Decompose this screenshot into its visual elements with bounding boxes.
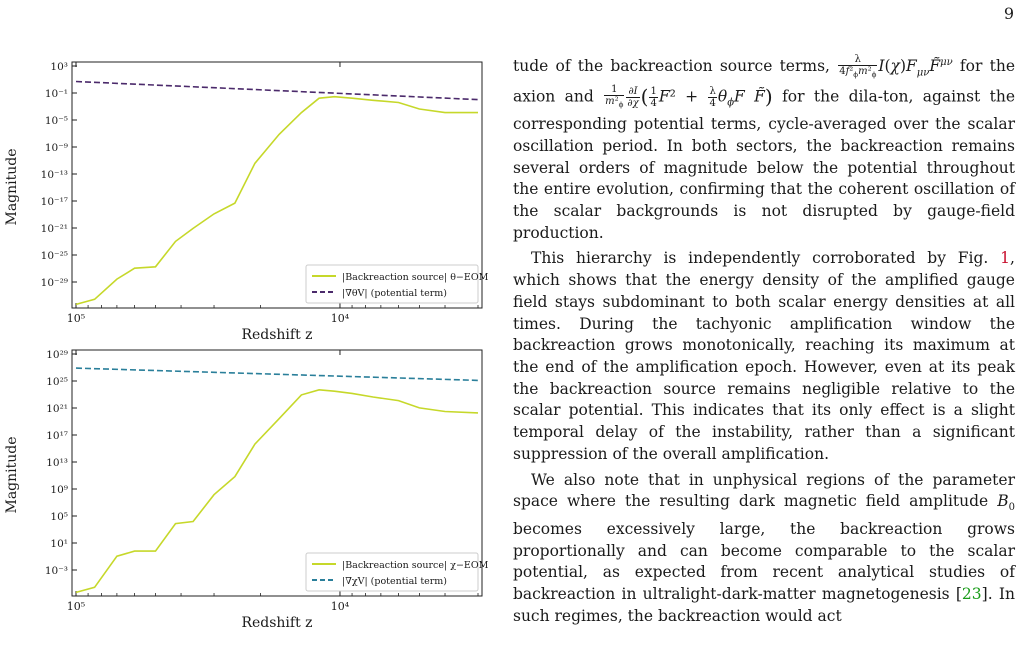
legend-label-backreaction: |Backreaction source| θ−EOM (342, 272, 489, 283)
y-tick-label: 10⁹ (50, 484, 68, 496)
paragraph-1: tude of the backreaction source terms, $\frac{\lambda}{4f^2_\phi m^2_\phi}$ $I(\chi)F_{\mu\nu}F̃^{\mu\nu}$ for the axion and $\frac{1}{m^2_\phi}$ $\frac{\partial I}{\partial\chi}$ ( $\frac{1}{4}$ F² + $\frac{\lambda}{4}$ $\theta_\phi F$ F̃) for the dila-ton, against the corresponding potential terms, cycle-averaged over the scalar oscillation period. In both sectors, the backreaction remains several orders of magnitude below the potential throughout the entire evolution, confirming that the coherent oscillation of the scalar backgrounds is not disrupted by gauge-field production. (513, 53, 1016, 242)
p3-text-c: ]. In such regimes, the backreaction would act (513, 585, 1015, 625)
legend-label-potential: |∇θV| (potential term) (342, 288, 447, 299)
series-potential-line (76, 82, 478, 100)
body-text-column (513, 52, 1015, 628)
citation-link[interactable]: 23 (961, 585, 982, 604)
p1-sentence-3: for the dila-ton, against the corresponding potential terms, cycle-averaged over the scalar oscillation period. In both sectors, the backreaction remains several orders of magnitude below the potential throughout the entire evolution, confirming that the coherent oscillation of the scalar backgrounds is not disrupted by gauge-field production. (513, 87, 1016, 242)
x-tick-label: 10⁵ (66, 312, 86, 325)
y-tick-label: 10⁻²⁹ (40, 277, 68, 289)
equation-coefficient-axion: $\frac{\lambda}{4f^2_\phi m^2_\phi}$ (839, 53, 877, 79)
x-tick-label: 10⁵ (66, 600, 86, 613)
y-tick-label: 10²⁹ (46, 349, 68, 361)
p1-sentence-2: for the axion and (513, 57, 1015, 106)
page-number: 9 (1003, 4, 1014, 23)
y-tick-label: 10¹ (50, 538, 68, 550)
y-tick-label: 10⁻²⁵ (40, 250, 68, 262)
p2-text-b: , which shows that the energy density of the amplified gauge field stays subdominant to both scalar energy densities at all times. During the tachyonic amplification window the backreaction grows monotonically, reaching its maximum at the end of the amplification epoch. However, even at its peak the backreaction source remains negligible relative to the scalar potential. This indicates that its only effect is a slight temporal delay of the instability, rather than a significant suppression of the overall amplification. (513, 249, 1015, 463)
y-tick-label: 10²¹ (46, 403, 68, 415)
y-tick-label: 10⁻¹³ (40, 169, 68, 181)
y-tick-label: 10¹³ (46, 457, 68, 469)
p2-text-a: This hierarchy is independently corroborated by Fig. (531, 249, 989, 268)
legend-bottom (306, 553, 489, 591)
y-tick-label: 10³ (50, 61, 68, 73)
y-tick-label: 10⁻³ (44, 565, 68, 577)
figure-theta-backreaction (0, 52, 500, 344)
x-axis-label: Redshift z (241, 327, 313, 343)
y-axis-label: Magnitude (4, 148, 20, 226)
series-potential-line (76, 368, 478, 380)
figure-chi-backreaction (0, 340, 500, 632)
y-tick-label: 10⁻⁵ (44, 115, 68, 127)
paragraph-2 (513, 248, 1015, 465)
legend-top (306, 265, 489, 303)
p3-text-a: We also note that in unphysical regions of the parameter space where the resulting dark magnetic field amplitude (513, 470, 1015, 511)
p1-sentence-1: tude of the backreaction source terms, (513, 57, 830, 76)
y-axis-label: Magnitude (4, 436, 20, 514)
paragraph-3: We also note that in unphysical regions of the parameter space where the resulting dark magnetic field amplitude $B_0$ becomes excessively large, the backreaction grows proportionally and can become comparable to the scalar potential, as expected from recent analytical studies of backreaction in ultralight-dark-matter magnetogenesis [23]. In such regimes, the backreaction would act (513, 470, 1015, 625)
y-tick-label: 10⁻¹ (44, 88, 68, 100)
x-axis-label: Redshift z (241, 615, 313, 631)
legend-label-potential: |∇χV| (potential term) (342, 576, 448, 587)
x-tick-label: 10⁴ (330, 600, 350, 613)
y-tick-label: 10⁵ (50, 511, 68, 523)
y-tick-label: 10⁻²¹ (40, 223, 68, 235)
legend-label-backreaction: |Backreaction source| χ−EOM (342, 560, 489, 571)
x-tick-label: 10⁴ (330, 312, 350, 325)
p3-text-b: becomes excessively large, the backreaction grows proportionally and can become comparable to the scalar potential, as expected from recent analytical studies of backreaction in ultralight-dark-matter magnetogenesis [ (513, 520, 1015, 604)
equation-coefficient-dilaton: $\frac{1}{m^2_\phi}$ (605, 83, 624, 109)
y-tick-label: 10²⁵ (46, 376, 68, 388)
y-tick-label: 10¹⁷ (46, 430, 68, 442)
y-tick-label: 10⁻¹⁷ (40, 196, 68, 208)
y-tick-label: 10⁻⁹ (44, 142, 68, 154)
figure-link[interactable]: 1 (1000, 249, 1011, 268)
